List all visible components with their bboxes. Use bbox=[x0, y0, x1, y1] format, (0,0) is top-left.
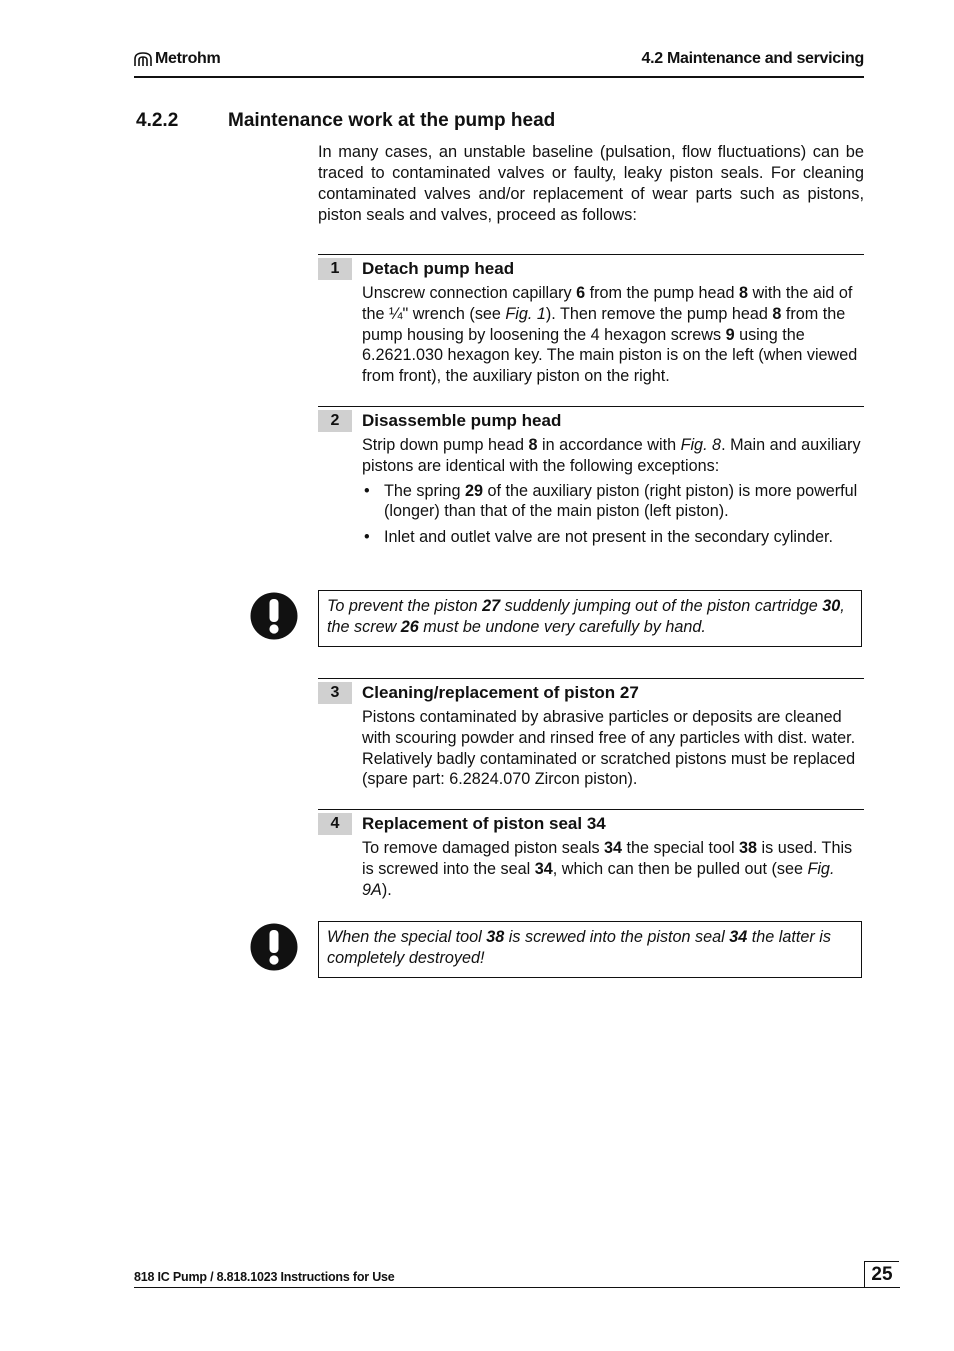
header-divider bbox=[134, 76, 864, 78]
section-title: Maintenance work at the pump head bbox=[228, 110, 556, 131]
step-divider bbox=[318, 254, 864, 255]
step-number: 4 bbox=[318, 813, 352, 835]
step-number: 2 bbox=[318, 410, 352, 432]
step-title: Detach pump head bbox=[362, 259, 515, 278]
metrohm-logo bbox=[134, 50, 220, 68]
note-box: To prevent the piston 27 suddenly jumping out of the piston cartridge 30, the screw 26 must be undone very carefully by hand. bbox=[318, 590, 862, 647]
step-body: Strip down pump head 8 in accordance with Fig. 8. Main and auxiliary pistons are identical with the following exceptions: • The spring 29 of the auxiliary piston (right piston) is more powerful (longer) than that of the main piston (left piston). • Inlet and outlet valve are not present in the secondary cylinder. bbox=[362, 436, 861, 547]
note-box: When the special tool 38 is screwed into the piston seal 34 the latter is completely destroyed! bbox=[318, 921, 862, 978]
list-item: • The spring 29 of the auxiliary piston (right piston) is more powerful (longer) than that of the main piston (left piston). bbox=[364, 481, 858, 521]
step-body: Pistons contaminated by abrasive particles or deposits are cleaned with scouring powder and rinsed free of any particles with dist. water. Relatively badly contaminated or scratched pistons must be replaced (spare part: 6.2824.070 Zircon piston). bbox=[362, 708, 856, 789]
step-body: Unscrew connection capillary 6 from the pump head 8 with the aid of the ¼" wrench (see Fig. 1). Then remove the pump head 8 from the pump housing by loosening the 4 hexagon screws 9 using the 6.2621.030 hexagon key. The main piston is on the left (when viewed from front), the auxiliary piston on the right. bbox=[362, 284, 858, 386]
footer-document-title: 818 IC Pump / 8.818.1023 Instructions for Use bbox=[134, 1270, 395, 1284]
step-title: Disassemble pump head bbox=[362, 411, 562, 430]
step-title: Replacement of piston seal 34 bbox=[362, 814, 606, 833]
step-number: 1 bbox=[318, 258, 352, 280]
step-title: Cleaning/replacement of piston 27 bbox=[362, 683, 639, 702]
figure-reference: Fig. 9A bbox=[362, 859, 835, 899]
step-divider bbox=[318, 406, 864, 407]
section-number: 4.2.2 bbox=[136, 110, 179, 131]
step-divider bbox=[318, 809, 864, 810]
figure-reference: Fig. 1 bbox=[505, 304, 546, 323]
bullet-list bbox=[362, 481, 862, 548]
figure-reference: Fig. 8 bbox=[680, 436, 722, 454]
exclamation-icon bbox=[250, 592, 298, 640]
intro-paragraph: In many cases, an unstable baseline (pulsation, flow fluctuations) can be traced to contaminated valves or faulty, leaky piston seals. For cleaning contaminated valves and/or replacement of wear parts such as pistons, piston seals and valves, proceed as follows: bbox=[318, 143, 864, 224]
list-item: • Inlet and outlet valve are not present in the secondary cylinder. bbox=[364, 528, 834, 547]
header-section-label: 4.2 Maintenance and servicing bbox=[641, 50, 864, 67]
page-number: 25 bbox=[864, 1261, 899, 1288]
footer-divider bbox=[134, 1287, 900, 1288]
exclamation-icon bbox=[250, 923, 298, 971]
step-divider bbox=[318, 678, 864, 679]
logo-text: Metrohm bbox=[155, 50, 221, 67]
metrohm-logo-icon bbox=[134, 51, 152, 67]
step-body: To remove damaged piston seals 34 the special tool 38 is used. This is screwed into the seal 34, which can then be pulled out (see Fig. 9A). bbox=[362, 839, 853, 899]
step-number: 3 bbox=[318, 682, 352, 704]
